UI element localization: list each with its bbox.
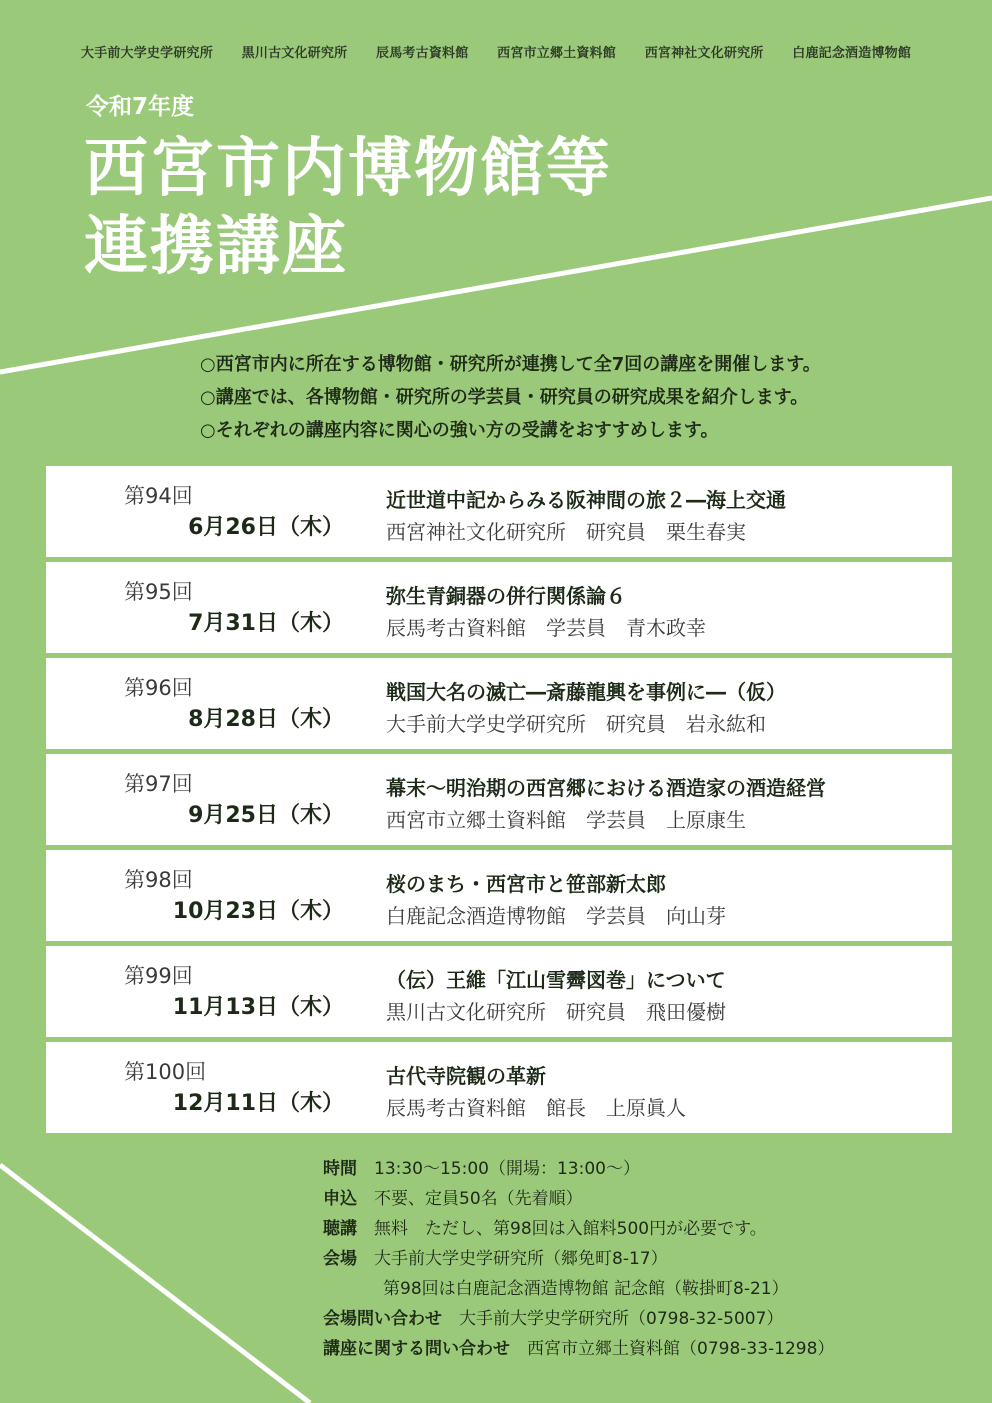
lecture-date: 12月11日（木） — [172, 1091, 344, 1116]
lecture-card — [46, 946, 952, 1037]
page-title — [84, 130, 612, 286]
lecture-date: 8月28日（木） — [188, 707, 344, 732]
lecture-title: 桜のまち・西宮市と笹部新太郎 — [386, 872, 666, 896]
organizer: 白鹿記念酒造博物館 — [792, 46, 912, 61]
lecture-number: 第94回 — [124, 484, 193, 508]
info-value: 第98回は白鹿記念酒造博物館 記念館（鞍掛町8-21） — [383, 1279, 789, 1299]
info-time — [323, 1154, 834, 1184]
lecture-speaker: 辰馬考古資料館 学芸員 青木政幸 — [386, 616, 706, 640]
lecture-number: 第96回 — [124, 676, 193, 700]
lecture-number: 第99回 — [124, 964, 193, 988]
info-value: 13:30～15:00（開場：13:00～） — [374, 1159, 640, 1179]
lecture-number: 第97回 — [124, 772, 193, 796]
lecture-date: 9月25日（木） — [188, 803, 344, 828]
lecture-card — [46, 466, 952, 557]
info-venue-alt — [323, 1274, 834, 1304]
title-line: 西宮市内博物館等 — [84, 132, 612, 206]
info-value: 大手前大学史学研究所（郷免町8-17） — [374, 1249, 668, 1269]
lecture-number: 第100回 — [124, 1060, 207, 1084]
info-label: 申込 — [323, 1189, 357, 1209]
lecture-title: 近世道中記からみる阪神間の旅２―海上交通 — [386, 488, 786, 512]
lecture-card — [46, 562, 952, 653]
lecture-card — [46, 754, 952, 845]
info-value: 無料 ただし、第98回は入館料500円が必要です。 — [374, 1219, 767, 1239]
organizer: 西宮市立郷土資料館 — [497, 46, 616, 61]
lecture-card — [46, 1042, 952, 1133]
lecture-title: （伝）王維「江山雪霽図巻」について — [386, 968, 726, 992]
lecture-title: 古代寺院観の革新 — [386, 1064, 546, 1088]
lecture-card — [46, 850, 952, 941]
info-venue-contact — [323, 1304, 834, 1334]
info-label: 聴講 — [323, 1219, 357, 1239]
info-label: 講座に関する問い合わせ — [323, 1339, 510, 1359]
lecture-speaker: 西宮市立郷土資料館 学芸員 上原康生 — [386, 808, 746, 832]
fiscal-year: 令和7年度 — [86, 94, 195, 120]
lecture-card — [46, 658, 952, 749]
info-value: 大手前大学史学研究所（0798-32-5007） — [459, 1309, 784, 1329]
lecture-date: 11月13日（木） — [172, 995, 344, 1020]
info-fee — [323, 1214, 834, 1244]
info-label: 時間 — [323, 1159, 357, 1179]
info-value: 不要、定員50名（先着順） — [374, 1189, 583, 1209]
lecture-title: 弥生青銅器の併行関係論６ — [386, 584, 626, 608]
lecture-speaker: 大手前大学史学研究所 研究員 岩永紘和 — [386, 712, 766, 736]
intro-line: ○講座では、各博物館・研究所の学芸員・研究員の研究成果を紹介します。 — [200, 387, 809, 408]
lecture-date: 10月23日（木） — [172, 899, 344, 924]
info-venue — [323, 1244, 834, 1274]
info-lecture-contact — [323, 1334, 834, 1364]
event-info — [323, 1154, 834, 1364]
organizer: 西宮神社文化研究所 — [644, 46, 764, 61]
info-apply — [323, 1184, 834, 1214]
lecture-list — [46, 466, 952, 1138]
organizer: 黒川古文化研究所 — [241, 46, 348, 61]
intro-line: ○それぞれの講座内容に関心の強い方の受講をおすすめします。 — [200, 420, 719, 441]
lecture-date: 7月31日（木） — [188, 611, 344, 636]
info-label: 会場問い合わせ — [323, 1309, 442, 1329]
info-label: 会場 — [323, 1249, 357, 1269]
lecture-speaker: 黒川古文化研究所 研究員 飛田優樹 — [386, 1000, 726, 1024]
lecture-number: 第95回 — [124, 580, 193, 604]
lecture-title: 戦国大名の滅亡―斎藤龍興を事例に―（仮） — [386, 680, 786, 704]
intro-line: ○西宮市内に所在する博物館・研究所が連携して全7回の講座を開催します。 — [200, 354, 821, 375]
organizer: 辰馬考古資料館 — [376, 46, 469, 61]
lecture-speaker: 西宮神社文化研究所 研究員 栗生春実 — [386, 520, 746, 544]
lecture-speaker: 白鹿記念酒造博物館 学芸員 向山芽 — [386, 904, 726, 928]
lecture-date: 6月26日（木） — [188, 515, 344, 540]
organizer-list — [0, 42, 992, 61]
info-value: 西宮市立郷土資料館（0798-33-1298） — [527, 1339, 835, 1359]
lecture-speaker: 辰馬考古資料館 館長 上原眞人 — [386, 1096, 686, 1120]
intro-text — [200, 348, 821, 447]
lecture-title: 幕末～明治期の西宮郷における酒造家の酒造経営 — [386, 776, 826, 800]
organizer: 大手前大学史学研究所 — [80, 46, 213, 61]
lecture-number: 第98回 — [124, 868, 193, 892]
title-line: 連携講座 — [84, 210, 348, 284]
